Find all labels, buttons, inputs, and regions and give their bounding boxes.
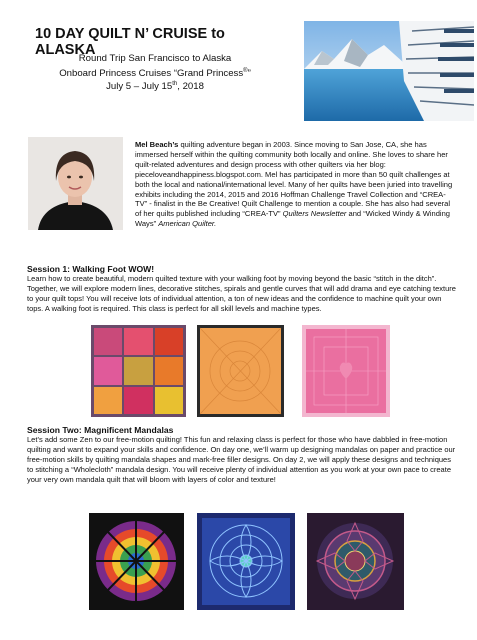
walking-foot-pink-quilt-image [302, 325, 390, 417]
mandala-quilt-blue-image [197, 513, 295, 610]
instructor-portrait [28, 137, 123, 230]
route-line: Round Trip San Francisco to Alaska [78, 53, 232, 64]
instructor-bio: Mel Beach’s quilting adventure began in 2003. Since moving to San Jose, CA, she has immersed herself within the quilting community both locally and online. She loves to share her quilt-related adventures and design process with other quilters via her blog: pieceloveandhappiness.blogspot.com. Mel has participated in more than 50 quilt challenges at both the local and national/international level. Many of her quilts have been juried into travelling exhibits including the 2014, 2015 and 2016 Hoffman Challenge Travel Collection and “CREA-TV” - finalist in the Be Creative! Quilt Challenge to mention a couple. She has also had several of her quilts published including “CREA-TV” Quilters Newsletter and “Wicked Windy & Winding Ways” American Quilter. [135, 140, 453, 229]
session-1-description: Learn how to create beautiful, modern quilted texture with your walking foot by moving beyond the basic “stitch in the ditch”. Together, we will explore modern lines, decorative stitches, spirals and gentle curves that will add drama and eye catching texture to your quilt tops! You will receive lots of individual attention, a ton of new ideas and the confidence to machine quilt your own tops. A walking foot is required. This class is perfect for all skill levels and machine types. [27, 274, 456, 313]
ship-line: Onboard Princess Cruises “Grand Princess®” [59, 68, 251, 80]
session-2-description: Let’s add some Zen to our free-motion quilting! This fun and relaxing class is perfect for those who have dabbled in free-motion quilting and want to expand your skills and confidence. On day one, we’ll warm up designing mandalas on paper and practice our free-motion skills by quilting mandala shapes and mark-free filler designs. On day 2, we will apply these designs and techniques to stitching a “Wholecloth” mandala design. You will receive plenty of individual attention as you work at your own pace to create your very own mandala quilt that will bloom with layers of color and texture! [27, 435, 456, 484]
session-1-heading: Session 1: Walking Foot WOW! [27, 264, 155, 274]
walking-foot-orange-quilt-image [197, 325, 284, 417]
walking-foot-quilt-grid-image [91, 325, 186, 417]
cruise-ship-photo [304, 21, 474, 121]
session-2-heading: Session Two: Magnificent Mandalas [27, 425, 174, 435]
page-title: 10 DAY QUILT N’ CRUISE to ALASKA [35, 26, 225, 58]
mandala-quilt-dark-image [307, 513, 404, 610]
mandala-quilt-rainbow-image [89, 513, 184, 610]
date-line: July 5 – July 15th, 2018 [106, 81, 204, 93]
